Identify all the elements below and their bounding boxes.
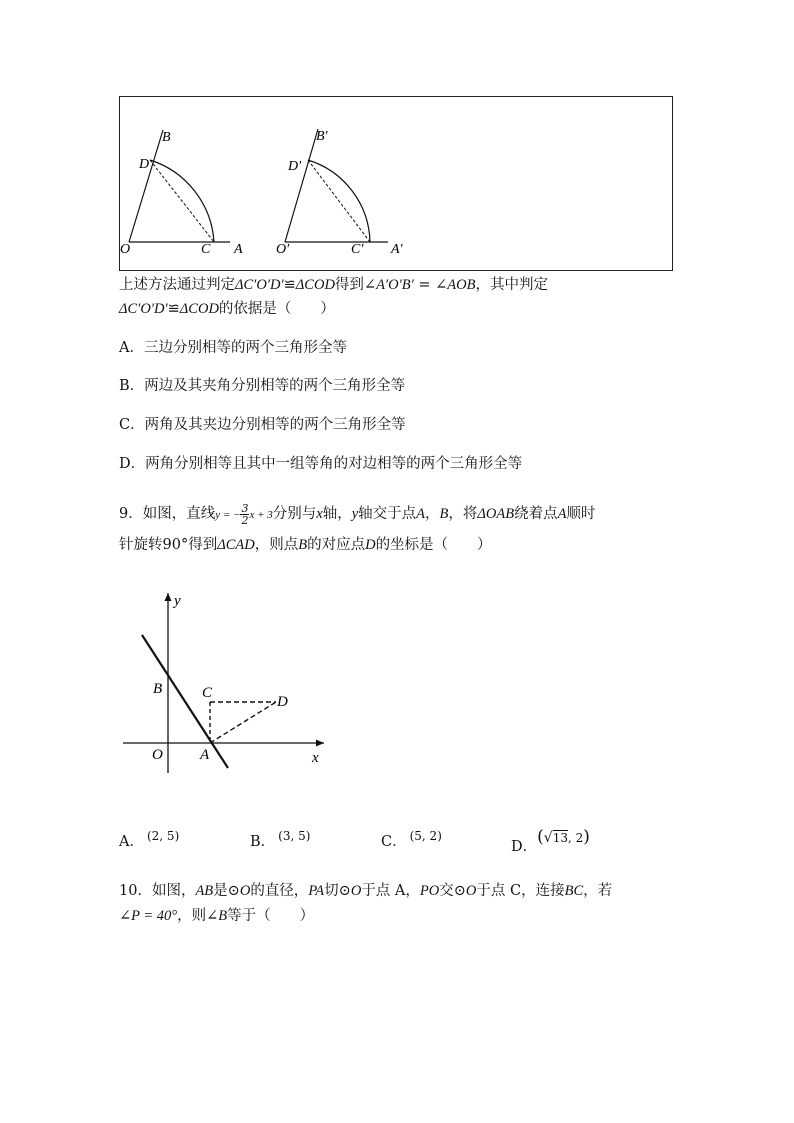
q9-option-d[interactable]: D．(√$^{13, 2}$) (511, 827, 590, 855)
right-label-d: D′ (288, 159, 302, 174)
left-label-o: O (120, 242, 131, 257)
q8-question-line2: ΔC′O′D′≌ΔCOD的依据是（ ） (119, 301, 335, 317)
q8-figure-box (119, 96, 673, 271)
left-label-b: B (162, 130, 171, 145)
label-y: y (174, 593, 181, 609)
label-b: B (153, 681, 163, 697)
q9-coordinate-figure (118, 585, 338, 775)
q9-option-c[interactable]: C． $^{(5, 2)}$ (381, 829, 442, 850)
label-c: C (202, 685, 213, 701)
sqrt-sign-icon: √ (543, 830, 553, 846)
q8-option-b[interactable]: B．两边及其夹角分别相等的两个三角形全等 (119, 378, 406, 394)
segment-ad (210, 702, 276, 743)
label-d: D (277, 694, 288, 710)
right-ray-ob (285, 129, 318, 242)
label-a: A (200, 747, 210, 763)
q9-question-line1: 9．如图，直线y = − $\frac{3}{2}$ x + 3分别与x轴，y轴交于点A，B，将ΔOAB绕着点A顺时 (119, 501, 596, 527)
left-label-a: A (234, 242, 243, 257)
q8-option-d[interactable]: D．两角分别相等且其中一组等角的对边相等的两个三角形全等 (119, 456, 523, 472)
right-label-b: B′ (316, 129, 328, 144)
q10-question-line1: 10．如图，AB是⊙O的直径，PA切⊙O于点 A，PO交⊙O于点 C，连接BC，若 (119, 883, 613, 899)
q9-option-a[interactable]: A． $^{(2, 5)}$ (119, 829, 180, 850)
right-segment-dc (308, 160, 370, 242)
left-segment-dc (150, 160, 214, 242)
q9-question-line2: 针旋转90°得到ΔCAD，则点B的对应点D的坐标是（ ） (119, 537, 492, 553)
q8-question-line1: 上述方法通过判定ΔC′O′D′≌ΔCOD得到∠A′O′B′ = ∠AOB，其中判定 (119, 277, 548, 293)
left-ray-ob (129, 130, 163, 242)
left-label-d: D (139, 157, 150, 172)
left-label-c: C (201, 242, 211, 257)
right-label-o: O′ (276, 242, 290, 257)
q8-option-a[interactable]: A．三边分别相等的两个三角形全等 (119, 340, 347, 356)
label-o: O (152, 747, 163, 763)
right-label-c: C′ (351, 242, 364, 257)
fraction-three-halves: $\frac{3}{2}$ (241, 501, 249, 527)
right-label-a: A′ (391, 242, 403, 257)
q10-question-line2: ∠P = 40°，则∠B等于（ ） (119, 908, 315, 924)
q8-option-c[interactable]: C．两角及其夹边分别相等的两个三角形全等 (119, 417, 406, 433)
q9-option-b[interactable]: B． $^{(3, 5)}$ (250, 829, 311, 850)
label-x: x (312, 750, 319, 766)
q8-construction-figure (120, 97, 672, 270)
